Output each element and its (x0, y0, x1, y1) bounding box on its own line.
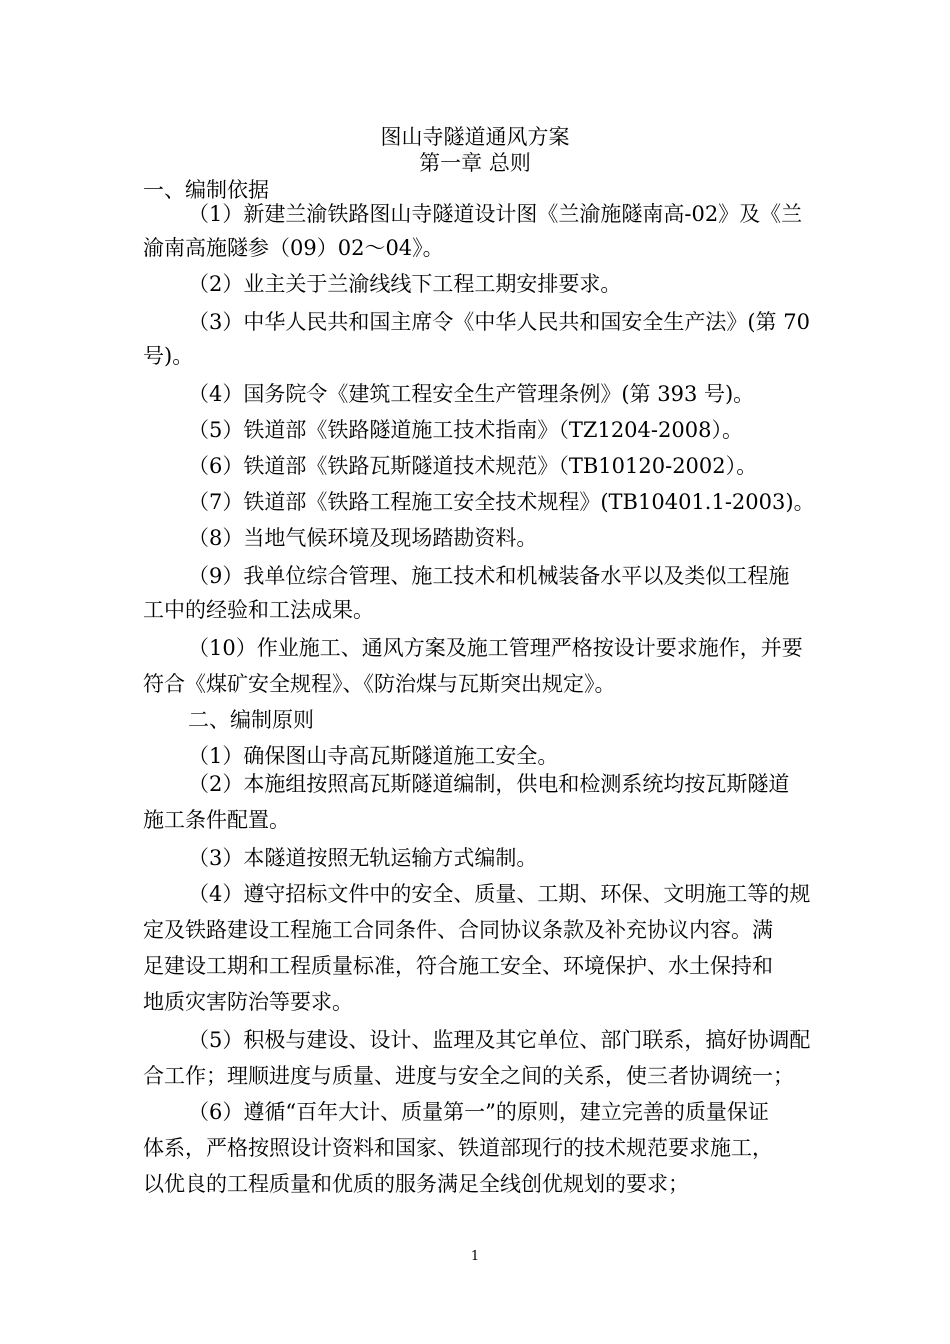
principle-item-6-line-1: （6）遵循“百年大计、质量第一”的原则，建立完善的质量保证 (188, 1100, 769, 1124)
principle-item-2-line-2: 施工条件配置。 (143, 808, 290, 832)
basis-item-9-line-1: （9）我单位综合管理、施工技术和机械装备水平以及类似工程施 (188, 564, 790, 588)
document-title: 图山寺隧道通风方案 (380, 125, 570, 149)
principle-item-4-line-2: 定及铁路建设工程施工合同条件、合同协议条款及补充协议内容。满 (143, 918, 773, 942)
basis-item-4-line-1: （4）国务院令《建筑工程安全生产管理条例》(第 393 号)。 (188, 382, 755, 406)
principle-item-3-line-1: （3）本隧道按照无轨运输方式编制。 (188, 846, 538, 870)
basis-item-1-line-2: 渝南高施隧参（09）02～04》。 (143, 236, 444, 260)
basis-item-7-line-1: （7）铁道部《铁路工程施工安全技术规程》(TB10401.1-2003)。 (188, 490, 815, 514)
principle-item-6-line-2: 体系，严格按照设计资料和国家、铁道部现行的技术规范要求施工， (143, 1136, 773, 1160)
basis-item-9-line-2: 工中的经验和工法成果。 (143, 598, 374, 622)
basis-item-3-line-1: （3）中华人民共和国主席令《中华人民共和国安全生产法》(第 70 (188, 310, 810, 334)
basis-item-2-line-1: （2）业主关于兰渝线线下工程工期安排要求。 (188, 272, 622, 296)
principle-item-4-line-4: 地质灾害防治等要求。 (143, 990, 353, 1014)
basis-item-6-line-1: （6）铁道部《铁路瓦斯隧道技术规范》（TB10120-2002）。 (188, 454, 758, 478)
section-heading-principles: 二、编制原则 (188, 708, 314, 732)
principle-item-5-line-1: （5）积极与建设、设计、监理及其它单位、部门联系，搞好协调配 (188, 1028, 811, 1052)
page-number: 1 (470, 1249, 480, 1264)
chapter-heading: 第一章 总则 (419, 151, 531, 175)
section-heading-basis: 一、编制依据 (143, 178, 269, 202)
principle-item-4-line-1: （4）遵守招标文件中的安全、质量、工期、环保、文明施工等的规 (188, 882, 811, 906)
basis-item-10-line-1: （10）作业施工、通风方案及施工管理严格按设计要求施作，并要 (188, 636, 803, 660)
principle-item-1-line-1: （1）确保图山寺高瓦斯隧道施工安全。 (188, 744, 559, 768)
principle-item-6-line-3: 以优良的工程质量和优质的服务满足全线创优规划的要求； (143, 1172, 689, 1196)
basis-item-10-line-2: 符合《煤矿安全规程》、《防治煤与瓦斯突出规定》。 (143, 672, 616, 696)
principle-item-5-line-2: 合工作；理顺进度与质量、进度与安全之间的关系，使三者协调统一； (143, 1064, 794, 1088)
principle-item-4-line-3: 足建设工期和工程质量标准，符合施工安全、环境保护、水土保持和 (143, 954, 773, 978)
basis-item-8-line-1: （8）当地气候环境及现场踏勘资料。 (188, 526, 538, 550)
principle-item-2-line-1: （2）本施组按照高瓦斯隧道编制，供电和检测系统均按瓦斯隧道 (188, 772, 790, 796)
basis-item-1-line-1: （1）新建兰渝铁路图山寺隧道设计图《兰渝施隧南高-02》及《兰 (188, 202, 803, 226)
basis-item-3-line-2: 号)。 (143, 344, 194, 368)
basis-item-5-line-1: （5）铁道部《铁路隧道施工技术指南》（TZ1204-2008）。 (188, 418, 743, 442)
